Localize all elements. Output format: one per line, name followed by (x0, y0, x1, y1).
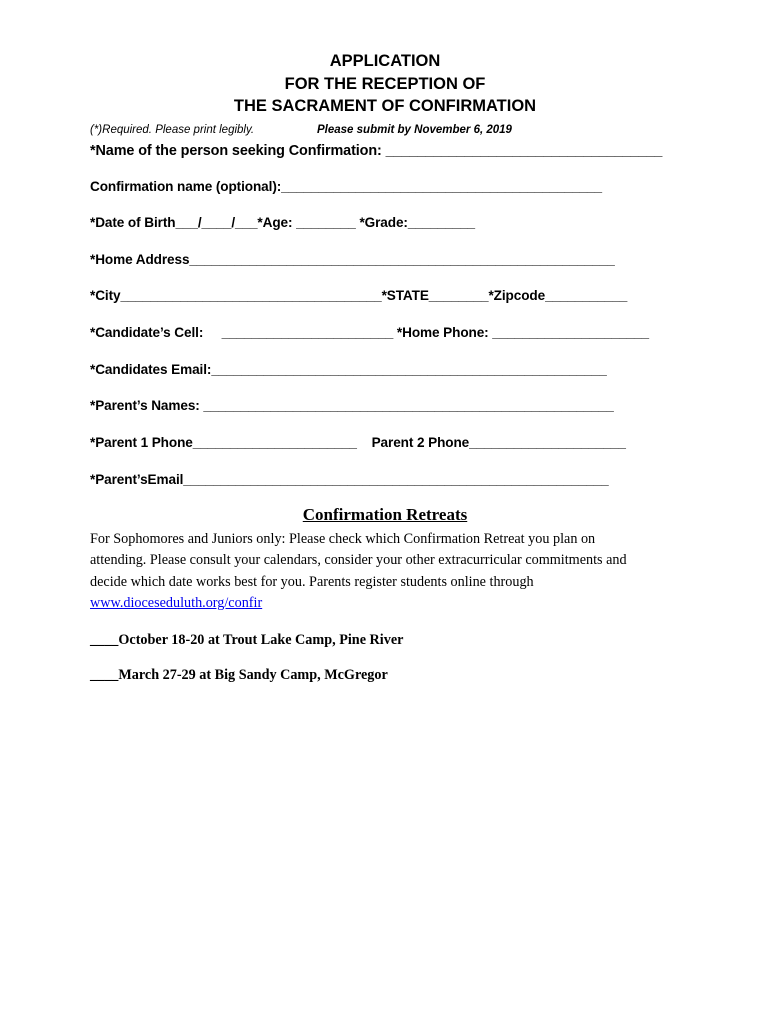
phones-field[interactable]: *Candidate’s Cell: _______________________ *Home Phone: _____________________ (90, 325, 649, 340)
parents-email-field[interactable]: *Parent’sEmail_________________________________________________________ (90, 472, 609, 487)
paragraph-line: decide which date works best for you. Parents register students online through (90, 573, 534, 590)
deadline-note: Please submit by November 6, 2019 (317, 124, 512, 136)
retreats-paragraph (90, 529, 690, 614)
required-note: (*)Required. Please print legibly. (90, 124, 255, 136)
title-line-sacrament: THE SACRAMENT OF CONFIRMATION (233, 97, 537, 115)
title-line-application: APPLICATION (329, 52, 441, 70)
registration-link[interactable]: www.dioceseduluth.org/confir (90, 594, 263, 611)
retreat-option-march[interactable]: ____March 27-29 at Big Sandy Camp, McGregor (90, 667, 388, 683)
parent-phones-field[interactable]: *Parent 1 Phone______________________ Parent 2 Phone_____________________ (90, 435, 626, 450)
parents-names-field[interactable]: *Parent’s Names: _______________________________________________________ (90, 398, 614, 413)
retreat-option-october[interactable]: ____October 18-20 at Trout Lake Camp, Pine River (90, 632, 404, 648)
retreats-heading: Confirmation Retreats (302, 505, 468, 524)
title-line-reception: FOR THE RECEPTION OF (284, 74, 486, 93)
candidate-email-field[interactable]: *Candidates Email:_____________________________________________________ (90, 362, 607, 377)
name-field[interactable]: *Name of the person seeking Confirmation: ___________________________________ (90, 143, 663, 159)
city-state-zip-field[interactable]: *City___________________________________*STATE________*Zipcode___________ (90, 288, 628, 303)
paragraph-line: For Sophomores and Juniors only: Please check which Confirmation Retreat you plan on (90, 531, 596, 547)
form-title (0, 50, 770, 118)
confirmation-name-field[interactable]: Confirmation name (optional):___________________________________________ (90, 179, 602, 194)
dob-age-grade-field[interactable]: *Date of Birth___/____/___*Age: ________ *Grade:_________ (90, 215, 475, 230)
paragraph-line: attending. Please consult your calendars, consider your other extracurricular commitments and (90, 552, 627, 569)
home-address-field[interactable]: *Home Address_________________________________________________________ (90, 252, 615, 267)
